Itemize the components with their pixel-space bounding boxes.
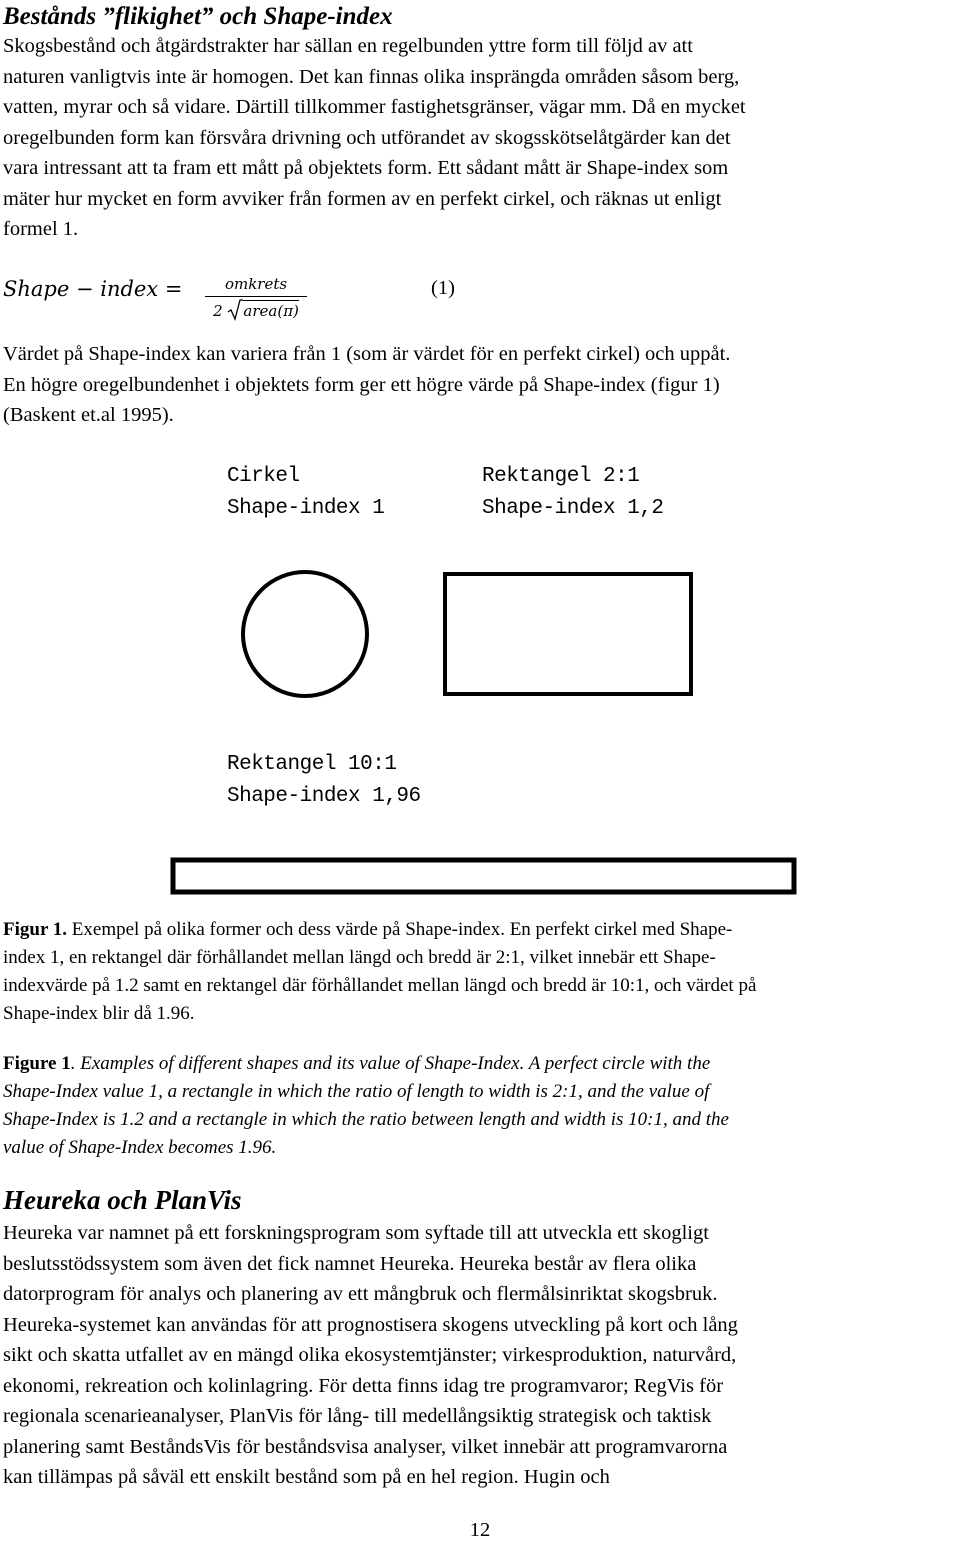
denominator-radicand: area(π) bbox=[243, 302, 299, 320]
caption-line: index 1, en rektangel där förhållandet mellan längd och bredd är 2:1, vilket innebär ett Shape- bbox=[3, 947, 716, 968]
text-line: Värdet på Shape-index kan variera från 1 (som är värdet för en perfekt cirkel) och uppåt. bbox=[3, 343, 731, 365]
page-number: 12 bbox=[469, 1519, 491, 1541]
sqrt-icon bbox=[227, 299, 243, 321]
text-line: Heureka-systemet kan användas för att prognostisera skogens utveckling på kort och lång bbox=[3, 1313, 738, 1336]
denominator-coefficient: 2 bbox=[213, 302, 223, 320]
label-circle-name: Cirkel bbox=[227, 465, 300, 488]
caption-line bbox=[3, 916, 958, 944]
text-line: ekonomi, rekreation och kolinlagring. För detta finns idag tre programvaror; RegVis för bbox=[3, 1374, 724, 1397]
text-line: planering samt BeståndsVis för beståndsvisa analyser, vilket innebär att programvarorna bbox=[3, 1435, 728, 1458]
section-heading-heureka: Heureka och PlanVis bbox=[3, 1185, 242, 1215]
caption-label: Figur 1. bbox=[3, 919, 68, 940]
text-line: kan tillämpas på såväl ett enskilt bestånd som på en hel region. Hugin och bbox=[3, 1466, 610, 1488]
caption-text: Exempel på olika former och dess värde på Shape-index. En perfekt cirkel med Shape- bbox=[67, 919, 733, 940]
text-line: formel 1. bbox=[3, 218, 79, 240]
figure-shapes bbox=[0, 455, 960, 900]
formula-denominator bbox=[205, 299, 307, 321]
label-circle-index: Shape-index 1 bbox=[227, 497, 385, 520]
text-line: vatten, myrar och så vidare. Därtill tillkommer fastighetsgränser, vägar mm. Då en mycket bbox=[3, 96, 746, 118]
circle-shape bbox=[243, 572, 367, 696]
text-line: mäter hur mycket en form avviker från formen av en perfekt cirkel, och räknas ut enligt bbox=[3, 187, 722, 210]
caption-line: value of Shape-Index becomes 1.96. bbox=[3, 1137, 277, 1158]
shape-index-formula bbox=[3, 274, 523, 324]
text-line: oregelbunden form kan försvåra drivning och utförandet av skogsskötselåtgärder kan det bbox=[3, 126, 731, 149]
text-line: beslutsstödssystem som även det fick namnet Heureka. Heureka består av flera olika bbox=[3, 1252, 697, 1275]
shapes-drawing bbox=[0, 455, 960, 900]
figure-caption-en bbox=[3, 1050, 958, 1162]
heureka-paragraph bbox=[3, 1218, 955, 1493]
rectangle-2to1-shape bbox=[445, 574, 691, 694]
caption-line bbox=[3, 1050, 958, 1078]
equation-number: (1) bbox=[431, 277, 455, 299]
text-line: Skogsbestånd och åtgärdstrakter har sällan en regelbunden yttre form till följd av att bbox=[3, 35, 693, 57]
label-rect10-index: Shape-index 1,96 bbox=[227, 785, 421, 808]
text-line: (Baskent et.al 1995). bbox=[3, 404, 174, 426]
text-line: datorprogram för analys och planering av ett mångbruk och flermålsinriktat skogsbruk. bbox=[3, 1283, 718, 1305]
label-rect2-index: Shape-index 1,2 bbox=[482, 497, 664, 520]
text-line: Heureka var namnet på ett forskningsprogram som syftade till att utveckla ett skogligt bbox=[3, 1222, 709, 1244]
caption-line: Shape-Index is 1.2 and a rectangle in which the ratio between length and width is 10:1, and the bbox=[3, 1109, 729, 1130]
text-line: regionala scenarieanalyser, PlanVis för lång- till medellångsiktig strategisk och taktisk bbox=[3, 1405, 712, 1427]
caption-line: Shape-index blir då 1.96. bbox=[3, 1003, 195, 1024]
text-line: sikt och skatta utfallet av en mängd olika ekosystemtjänster; virkesproduktion, naturvård, bbox=[3, 1344, 737, 1366]
rectangle-10to1-shape bbox=[173, 860, 794, 892]
text-line: naturen vanligtvis inte är homogen. Det kan finnas olika insprängda områden såsom berg, bbox=[3, 65, 740, 88]
intro-paragraph bbox=[3, 31, 955, 245]
formula-numerator: omkrets bbox=[224, 275, 288, 293]
text-line: vara intressant att ta fram ett mått på objektets form. Ett sådant mått är Shape-index som bbox=[3, 157, 729, 179]
caption-line: Shape-Index value 1, a rectangle in which the ratio of length to width is 2:1, and the value of bbox=[3, 1081, 710, 1102]
label-rect2-name: Rektangel 2:1 bbox=[482, 465, 640, 488]
figure-caption-sv bbox=[3, 916, 958, 1028]
formula-lhs: Shape − index = bbox=[3, 277, 183, 301]
section-heading-shape-index: Bestånds ”flikighet” och Shape-index bbox=[3, 3, 393, 30]
formula-fraction bbox=[205, 274, 307, 321]
caption-text: . Examples of different shapes and its value of Shape-Index. A perfect circle with the bbox=[70, 1053, 711, 1074]
fraction-bar bbox=[205, 296, 307, 297]
caption-label: Figure 1 bbox=[3, 1053, 71, 1074]
caption-line: indexvärde på 1.2 samt en rektangel där förhållandet mellan längd och bredd är 10:1, och värdet på bbox=[3, 975, 757, 996]
label-rect10-name: Rektangel 10:1 bbox=[227, 753, 397, 776]
explanation-paragraph bbox=[3, 339, 955, 431]
text-line: En högre oregelbundenhet i objektets form ger ett högre värde på Shape-index (figur 1) bbox=[3, 373, 720, 396]
